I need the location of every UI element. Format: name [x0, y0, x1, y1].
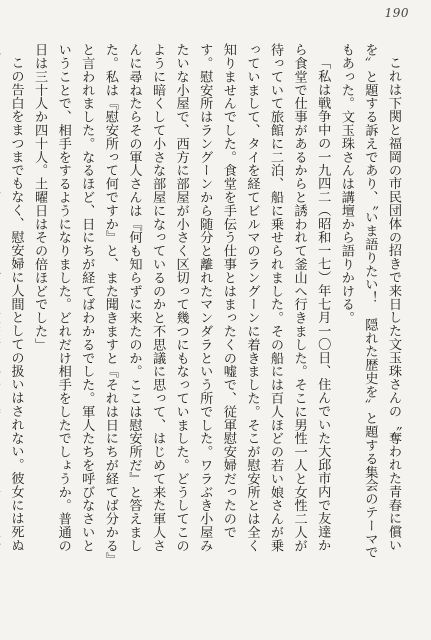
- vertical-text-body: [8, 43, 405, 563]
- paragraph-testimony-quote: 「私は戦争中の一九四二（昭和一七）年七月一〇日、住んでいた大邱市内で友達から食堂で仕事があるからと誘われて釜山へ行きました。そこに男性一人と女性二人が待っていて旅館に二泊、船に乗せられました。その船には百人ほどの若い娘さんが乗っていまして、タイを経てビルマのラングーンに着きました。そこが慰安所とは全く知りませんでした。食堂を手伝う仕事とはまったくの嘘で、従軍慰安婦だったのです。慰安所はラングーンから随分と離れたマンダラという所でした。ワラぶき小屋みたいな小屋で、西方に部屋が小さく区切って幾つにもなっていました。どうしてこのように暗くして小さな部屋になっているのかと不思議に思って、はじめて来た軍人さんに尋ねたらその軍人さんは『何も知らずに来たのか。ここは慰安所だ』と答えました。私は『慰安所って何ですか』と、また聞きますと『それは日にちが経てば分かる』と言われました。なるほど、日にちが経てばわかるでした。軍人たちを呼びなさいということで、相手をするようになりました。どれだけ相手をしたでしょうか。普通の日は三十人か四十人。土曜日はその倍ほどでした」: [32, 43, 331, 559]
- paragraph-commentary: この告白をまつまでもなく、慰安婦に人間としての扱いはされない。彼女には死ぬ: [8, 56, 24, 552]
- page-number: 190: [384, 6, 409, 20]
- paragraph-intro: これは下関と福岡の市民団体の招きで来日した文玉珠さんの〝奪われた青春に償いを〟と題する訴えであり、〝いま語りたい！ 隠れた歴史を〟と題する集会のテーマでもあった。文玉珠さんは講壇から語りかける。: [338, 43, 401, 559]
